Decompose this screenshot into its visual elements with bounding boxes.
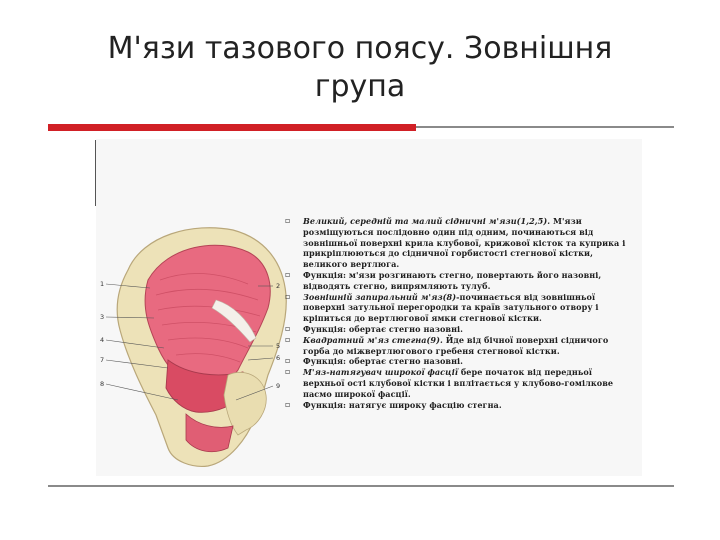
title-underline-red	[48, 124, 416, 131]
bullet-text: Функція: натягує широку фасцію стегна.	[303, 399, 502, 410]
slide-title	[40, 30, 680, 106]
bullet-text: Функція: обертає стегно назовні.	[303, 323, 464, 334]
bullet-item	[285, 216, 630, 270]
figure-label-8: 8	[100, 380, 105, 388]
figure-label-4: 4	[100, 336, 105, 344]
bullet-text: М'язи розміщуються послідовно один під одним, починаються від зовнішньої поверхні крила клубової, крижової кісток та куприка і прикріплюються до сідничної горбистості стегнової кістки, великого вертлюга.	[303, 216, 626, 270]
title-line-1: М'язи тазового поясу. Зовнішня	[107, 31, 613, 66]
bullet-text: Функція: м'язи розгинають стегно, повертають його назовні, відводять стегно, випрямляють тулуб.	[303, 269, 602, 291]
figure-label-1: 1	[100, 280, 105, 288]
pelvic-muscles-illustration	[98, 200, 288, 470]
bullet-lead: Великий, середній та малий сідничні м'язи(1,2,5).	[303, 216, 551, 226]
title-underline-gray	[416, 126, 674, 128]
title-line-2: група	[314, 69, 406, 104]
figure-label-3: 3	[100, 313, 105, 321]
bullet-item	[285, 335, 630, 357]
bullet-item	[285, 292, 630, 324]
bullet-item	[285, 356, 630, 367]
bullet-text: Йде від бічної поверхні сідничого горба до міжвертлюгового гребеня стегнової кістки.	[303, 334, 609, 356]
figure-label-5: 5	[276, 342, 281, 350]
figure-label-7: 7	[100, 356, 105, 364]
bullet-item	[285, 270, 630, 292]
bullet-lead: М'яз-натягувач широкої фасції	[303, 367, 458, 378]
figure-label-2: 2	[276, 282, 281, 290]
bullet-text: Функція: обертає стегно назовні.	[303, 356, 464, 367]
bullet-lead: Зовнішній запиральний м'яз(8)	[303, 291, 457, 302]
bullet-text: -починається від зовнішньої поверхні затульної перегородки та країв затульного отвору і кріпиться до вертлюгової ямки стегнової кістки.	[303, 291, 599, 324]
bullet-text: бере початок від передньої верхньої ості клубової кістки і вплітається у клубово-гомілкове пасмо широкої фасції.	[303, 367, 614, 399]
bullet-item	[285, 367, 630, 399]
figure-label-9: 9	[276, 382, 281, 390]
bullet-item	[285, 324, 630, 335]
bullet-lead: Квадратний м'яз стегна(9).	[303, 334, 443, 345]
bottom-divider	[48, 485, 674, 487]
figure-label-6: 6	[276, 354, 281, 362]
content-bullet-list	[285, 216, 630, 410]
bullet-item	[285, 400, 630, 411]
